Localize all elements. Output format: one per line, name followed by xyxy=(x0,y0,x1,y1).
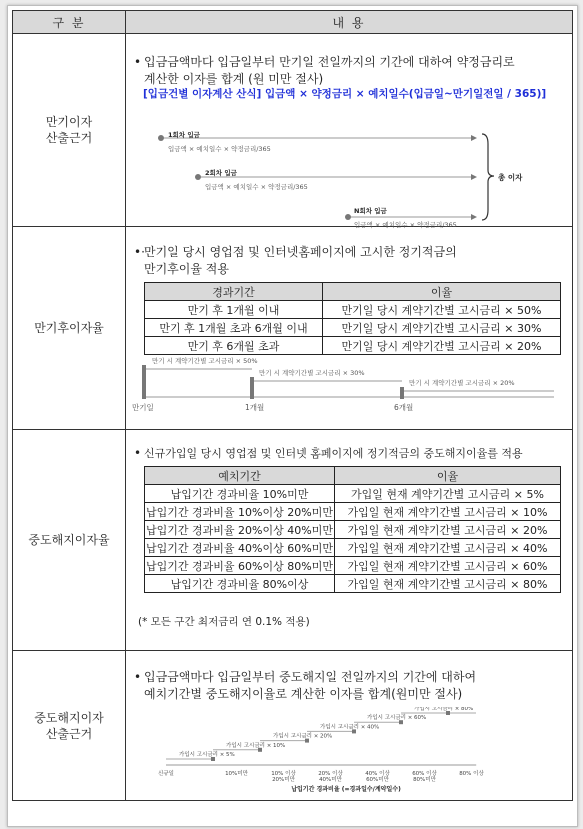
rate-cell: 가입일 현재 계약기간별 고시금리 × 80% xyxy=(335,575,561,593)
deposit1-dot xyxy=(158,135,164,141)
period-cell: 납입기간 경과비율 10%이상 20%미만 xyxy=(145,503,335,521)
timeline-tick-1month: 1개월 xyxy=(245,403,265,412)
step-label: 가입시 고시금리 × 60% xyxy=(367,715,427,722)
table-row xyxy=(145,557,561,575)
rate-cell: 만기일 당시 계약기간별 고시금리 × 20% xyxy=(323,337,561,355)
bullet-continuation: 계산한 이자를 합계 (원 미만 절사) xyxy=(144,72,324,86)
table-row xyxy=(145,521,561,539)
bullet-continuation: 만기후이율 적용 xyxy=(144,262,229,276)
rate-cell: 가입일 현재 계약기간별 고시금리 × 60% xyxy=(335,557,561,575)
early-termination-calc-content xyxy=(126,651,573,801)
x-tick-label: 20%미만 xyxy=(272,777,295,783)
deposit-interest-diagram xyxy=(136,104,566,224)
table-row xyxy=(145,301,561,319)
x-tick-label: 60% 이상 xyxy=(412,771,437,777)
depositN-dot xyxy=(345,214,351,220)
header-category: 구 분 xyxy=(13,11,126,34)
total-interest-label: 총 이자 xyxy=(498,173,523,182)
x-tick-label: 40% 이상 xyxy=(365,771,390,777)
bullet-continuation: 예치기간별 중도해지이율로 계산한 이자를 합계(원미만 절사) xyxy=(144,687,463,701)
rate-cell: 만기일 당시 계약기간별 고시금리 × 30% xyxy=(323,319,561,337)
x-tick-label: 60%미만 xyxy=(366,777,389,783)
document-page xyxy=(7,5,578,827)
deposit1-formula: 입금액 × 예치일수 × 약정금리/365 xyxy=(168,145,271,153)
period-cell: 만기 후 1개월 초과 6개월 이내 xyxy=(145,319,323,337)
table-row xyxy=(145,503,561,521)
depositN-title: N회차 입금 xyxy=(354,207,387,215)
table-row xyxy=(145,539,561,557)
deposit2-dot xyxy=(195,174,201,180)
rate-cell: 가입일 현재 계약기간별 고시금리 × 10% xyxy=(335,503,561,521)
rate-cell: 가입일 현재 계약기간별 고시금리 × 40% xyxy=(335,539,561,557)
x-tick-label: 10% 이상 xyxy=(271,771,296,777)
header-rate: 이율 xyxy=(323,283,561,301)
bullet-text: 만기일 당시 영업점 및 인터넷홈페이지에 고시한 정기적금의 xyxy=(144,245,457,259)
label-post-maturity-rate: 만기후이자율 xyxy=(13,227,126,430)
early-termination-rate-content xyxy=(126,430,573,651)
header-elapsed-period: 경과기간 xyxy=(145,283,323,301)
period-cell: 납입기간 경과비율 60%이상 80%미만 xyxy=(145,557,335,575)
header-content: 내 용 xyxy=(126,11,573,34)
table-row xyxy=(145,575,561,593)
bullet-icon: •· xyxy=(134,245,145,259)
header-deposit-period: 예치기간 xyxy=(145,467,335,485)
bullet-icon: • xyxy=(134,446,142,460)
period-cell: 만기 후 1개월 이내 xyxy=(145,301,323,319)
depositN-formula: 입금액 × 예치일수 × 약정금리/365 xyxy=(354,221,457,229)
period-cell: 만기 후 6개월 초과 xyxy=(145,337,323,355)
x-tick-label: 10%미만 xyxy=(225,771,248,777)
step-label: 가입시 고시금리 × 5% xyxy=(179,752,235,758)
rate-cell: 가입일 현재 계약기간별 고시금리 × 20% xyxy=(335,521,561,539)
total-brace xyxy=(482,134,494,220)
tick3-marker xyxy=(400,387,404,399)
period-cell: 납입기간 경과비율 20%이상 40%미만 xyxy=(145,521,335,539)
x-tick-label: 80%미만 xyxy=(413,777,436,783)
step-label: 가입시 고시금리 × 10% xyxy=(226,742,286,749)
bullet-icon: • xyxy=(134,55,142,69)
early-termination-rate-table xyxy=(144,466,561,593)
label-early-termination-rate: 중도해지이자율 xyxy=(13,430,126,651)
deposit2-title: 2회차 입금 xyxy=(205,169,237,177)
deposit2-formula: 입금액 × 예치일수 × 약정금리/365 xyxy=(205,183,308,191)
bullet-text: 입금금액마다 입금일부터 중도해지일 전일까지의 기간에 대하여 xyxy=(144,670,477,684)
x-tick-label: 20% 이상 xyxy=(318,771,343,777)
table-row xyxy=(145,319,561,337)
step-label: 가입시 고시금리 × 20% xyxy=(273,733,333,740)
step-chart-svg xyxy=(156,707,546,795)
label-text: 만기이자 산출근거 xyxy=(45,115,93,145)
deposit1-title: 1회차 입금 xyxy=(168,131,200,139)
rate-cell: 가입일 현재 계약기간별 고시금리 × 5% xyxy=(335,485,561,503)
timeline-tick-6month: 6개월 xyxy=(394,403,414,412)
timeline-tick-maturity: 만기일 xyxy=(132,403,154,412)
timeline-seg2-label: 만기 시 계약기간별 고시금리 × 30% xyxy=(259,369,365,377)
table-row xyxy=(145,485,561,503)
x-tick-label: 40%미만 xyxy=(319,777,342,783)
maturity-interest-content xyxy=(126,34,573,227)
header-rate: 이율 xyxy=(335,467,561,485)
step-label: 가입시 고시금리 × 80% xyxy=(414,707,474,712)
x-axis-title: 납입기간 경과비율 (=경과일수/계약일수) xyxy=(291,786,401,793)
post-maturity-content xyxy=(126,227,573,430)
timeline-seg3-label: 만기 시 계약기간별 고시금리 × 20% xyxy=(409,379,515,387)
x-tick-label: 신규일 xyxy=(158,771,174,777)
early-termination-step-chart xyxy=(156,707,546,795)
label-maturity-interest-basis xyxy=(13,34,126,227)
label-text: 중도해지이자 산출근거 xyxy=(34,710,104,741)
bullet-text: 입금금액마다 입금일부터 만기일 전일까지의 기간에 대하여 약정금리로 xyxy=(144,55,515,69)
interest-formula: [입금건별 이자계산 산식] 입금액 × 약정금리 × 예치일수(입금일~만기일전일 / 365)] xyxy=(143,88,547,100)
period-cell: 납입기간 경과비율 10%미만 xyxy=(145,485,335,503)
bullet-text: 신규가입일 당시 영업점 및 인터넷 홈페이지에 정기적금의 중도해지이율를 적용 xyxy=(144,447,523,460)
post-maturity-rate-table xyxy=(144,282,561,355)
bullet-icon: • xyxy=(134,670,142,684)
timeline-seg1-label: 만기 시 계약기간별 고시금리 × 50% xyxy=(152,357,258,365)
tick2-marker xyxy=(250,377,254,399)
minimum-rate-note: (* 모든 구간 최저금리 연 0.1% 적용) xyxy=(138,616,310,628)
rate-cell: 만기일 당시 계약기간별 고시금리 × 50% xyxy=(323,301,561,319)
x-tick-label: 80% 이상 xyxy=(459,771,484,777)
period-cell: 납입기간 경과비율 80%이상 xyxy=(145,575,335,593)
product-terms-table xyxy=(12,10,573,801)
label-early-termination-interest-basis xyxy=(13,651,126,801)
table-row xyxy=(145,337,561,355)
tick1-marker xyxy=(142,365,146,399)
period-cell: 납입기간 경과비율 40%이상 60%미만 xyxy=(145,539,335,557)
step-label: 가입시 고시금리 × 40% xyxy=(320,724,380,731)
